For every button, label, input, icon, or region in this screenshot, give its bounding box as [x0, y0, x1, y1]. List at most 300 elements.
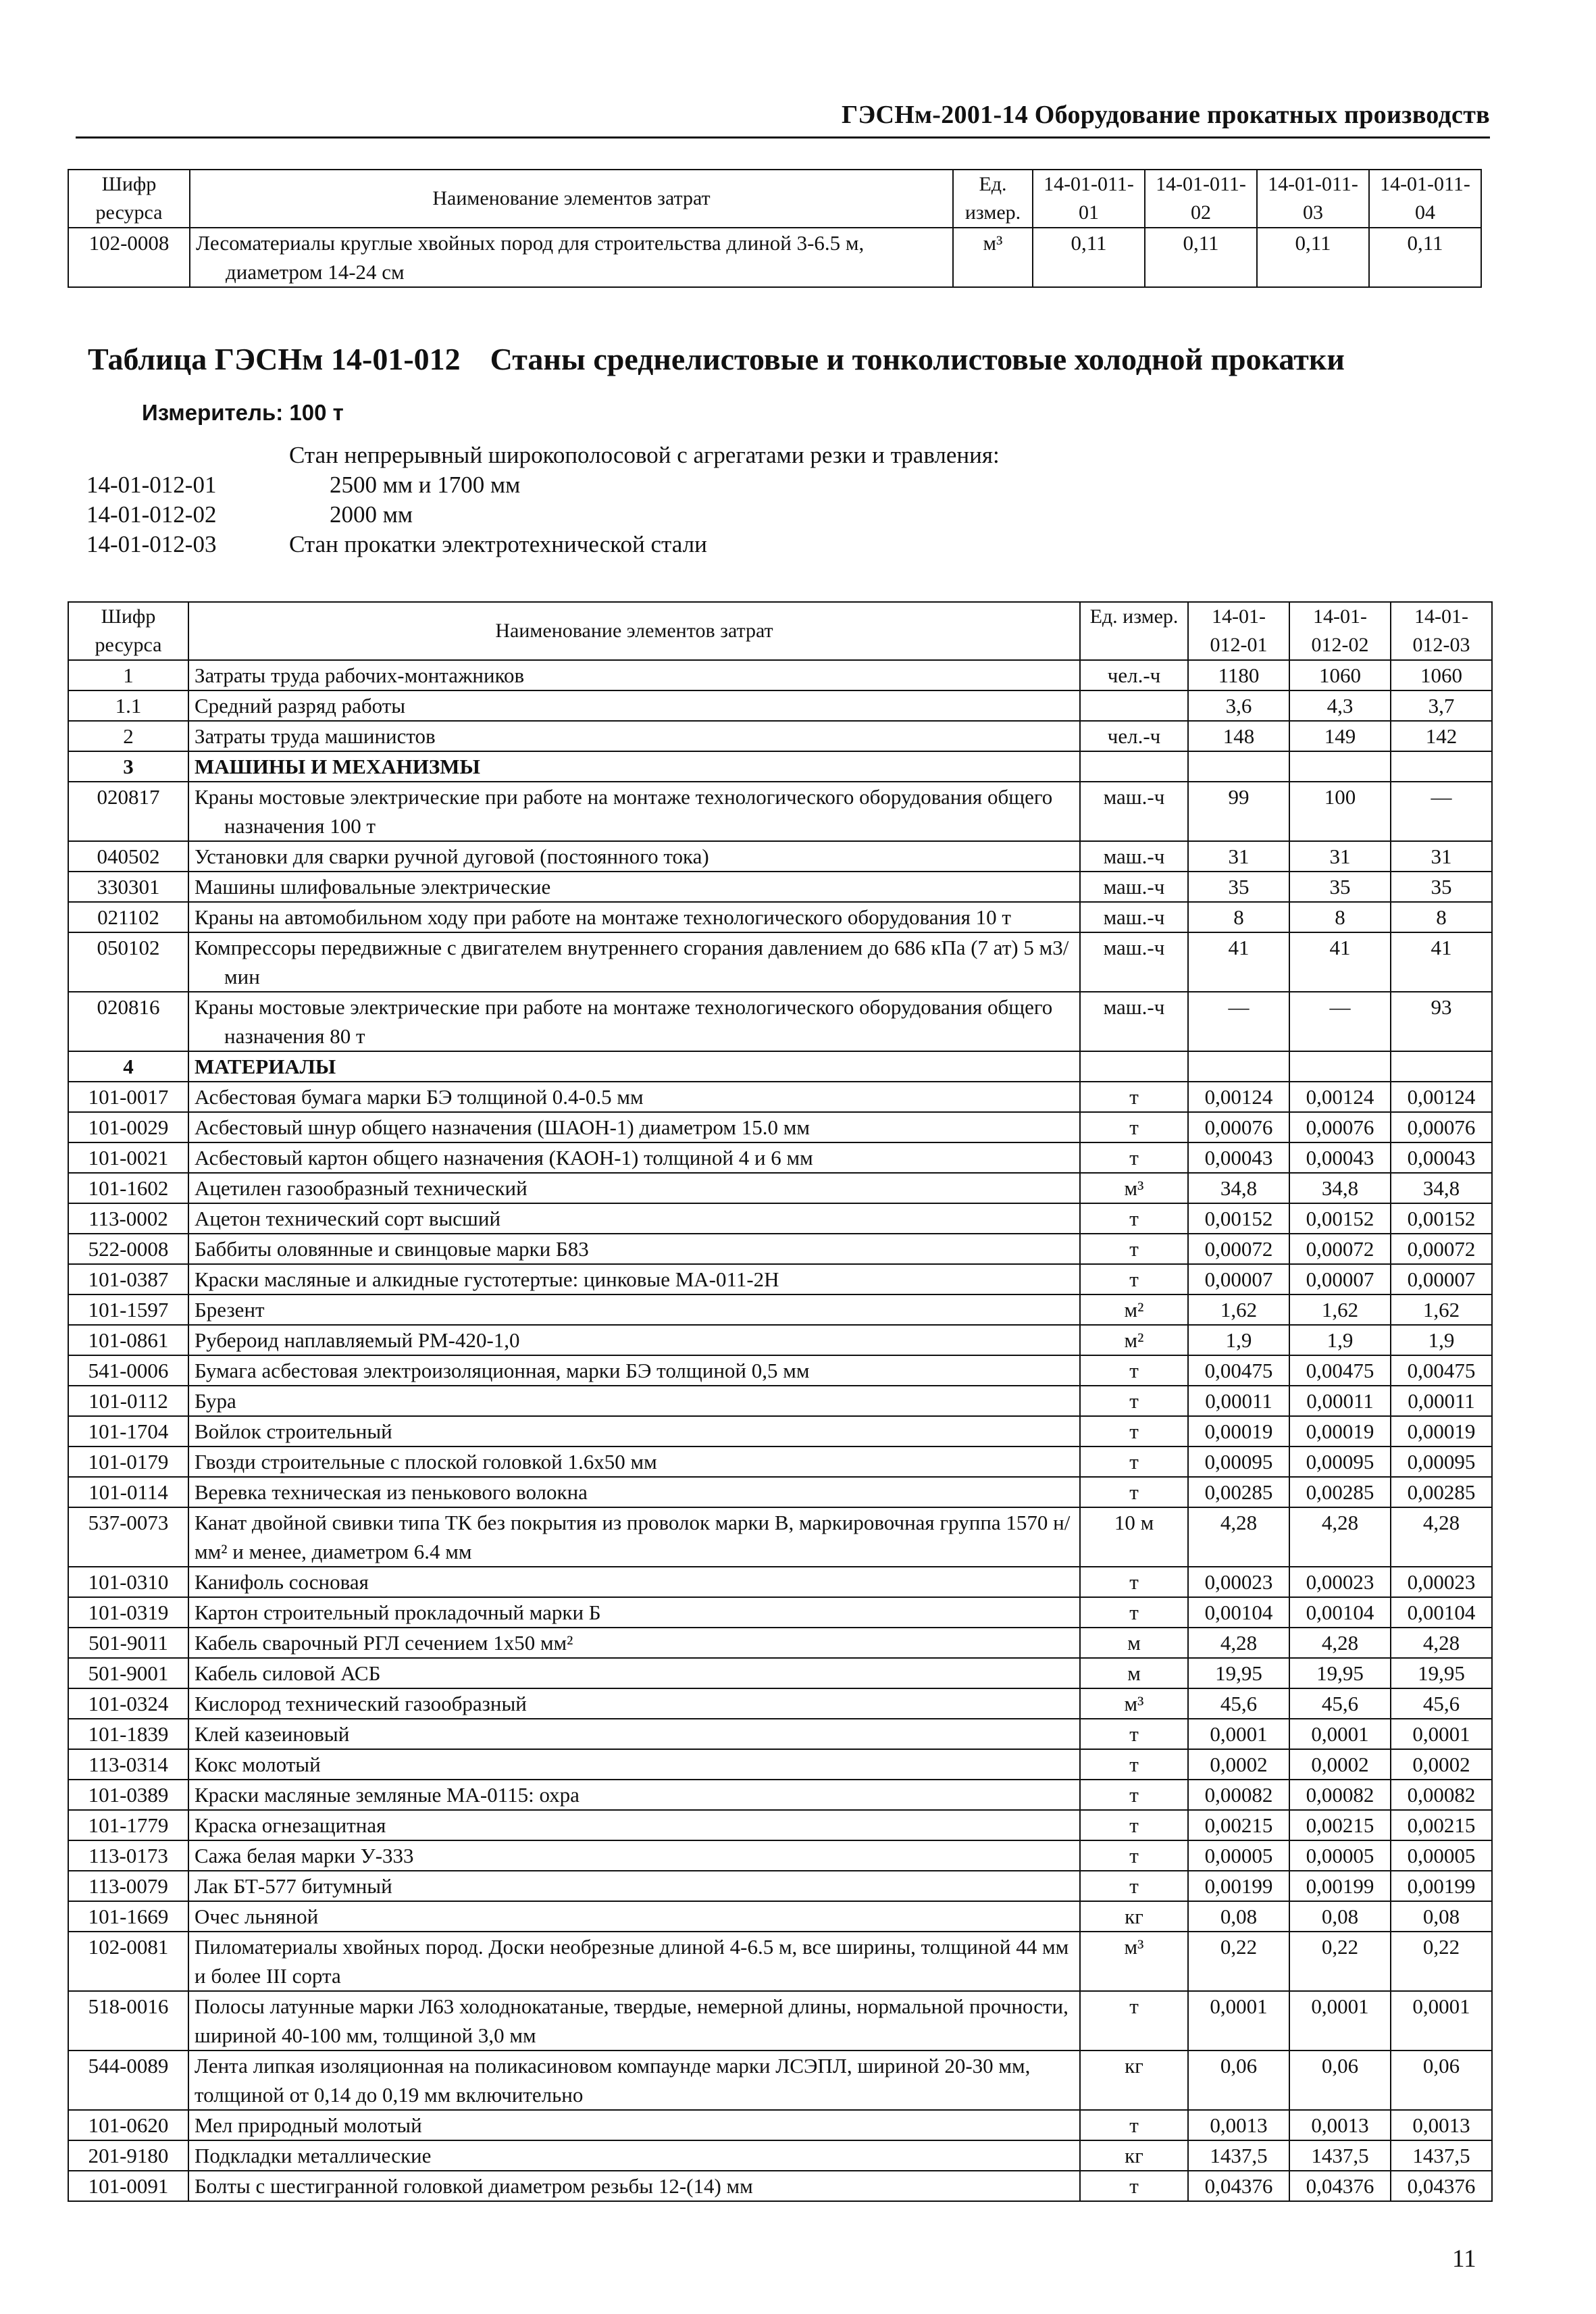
- cell-unit: кг: [1080, 2140, 1188, 2171]
- cell-name: Асбестовая бумага марки БЭ толщиной 0.4-0.5 мм: [188, 1082, 1080, 1112]
- cell-v2: 149: [1289, 721, 1391, 751]
- cell-name: Канифоль сосновая: [188, 1567, 1080, 1597]
- cell-v2: 0,0001: [1289, 1991, 1391, 2051]
- cell-unit: маш.-ч: [1080, 932, 1188, 992]
- cell-name: Асбестовый шнур общего назначения (ШАОН-1) диаметром 15.0 мм: [188, 1112, 1080, 1142]
- cell-v2: 0,08: [1289, 1901, 1391, 1932]
- header-rule: [76, 136, 1490, 139]
- cell-code: 101-0021: [68, 1142, 188, 1173]
- cell-v2: 0,00199: [1289, 1871, 1391, 1901]
- cell-v2: 0,00215: [1289, 1810, 1391, 1840]
- table-row: [68, 1871, 1492, 1901]
- cell-v2: 41: [1289, 932, 1391, 992]
- cell-name: Краны на автомобильном ходу при работе на монтаже технологического оборудования 10 т: [188, 902, 1080, 932]
- cell-v3: 0,00072: [1391, 1234, 1492, 1264]
- cell-unit: т: [1080, 2110, 1188, 2140]
- resources-table: [68, 601, 1493, 2202]
- cell-unit: м³: [1080, 1173, 1188, 1203]
- cell-code: 101-0389: [68, 1780, 188, 1810]
- cell-v2: 1,62: [1289, 1294, 1391, 1325]
- table-title-code: Таблица ГЭСНм 14-01-012: [88, 342, 461, 376]
- cell-v2: 100: [1289, 782, 1391, 841]
- cell-code: 518-0016: [68, 1991, 188, 2051]
- cell-v3: 0,00007: [1391, 1264, 1492, 1294]
- cell-name: Брезент: [188, 1294, 1080, 1325]
- variant-code: 14-01-012-03: [86, 531, 217, 557]
- cell-unit: т: [1080, 1142, 1188, 1173]
- col-header-unit: Ед. измер.: [1080, 602, 1188, 660]
- cell-unit: маш.-ч: [1080, 992, 1188, 1051]
- cell-unit: м: [1080, 1628, 1188, 1658]
- cell-v2: 0,00007: [1289, 1264, 1391, 1294]
- cell-v1: 99: [1188, 782, 1289, 841]
- cell-v2: 1437,5: [1289, 2140, 1391, 2171]
- cell-v2: 1,9: [1289, 1325, 1391, 1355]
- cell-v2: 0,0001: [1289, 1719, 1391, 1749]
- cell-v2: 4,28: [1289, 1507, 1391, 1567]
- variant-item: [86, 470, 1000, 500]
- cell-code: 020817: [68, 782, 188, 841]
- cell-code: 101-0091: [68, 2171, 188, 2201]
- cell-v3: 35: [1391, 872, 1492, 902]
- cell-code: 101-1704: [68, 1416, 188, 1447]
- cell-v3: 0,00215: [1391, 1810, 1492, 1840]
- cell-name: Рубероид наплавляемый РМ-420-1,0: [188, 1325, 1080, 1355]
- cell-unit: т: [1080, 1234, 1188, 1264]
- cell-v3: 0,22: [1391, 1932, 1492, 1991]
- cell-name: Краски масляные и алкидные густотертые: цинковые МА-011-2Н: [188, 1264, 1080, 1294]
- cell-v1: [1188, 1051, 1289, 1082]
- cell-v2: 0,00043: [1289, 1142, 1391, 1173]
- cell-name: Асбестовый картон общего назначения (КАОН-1) толщиной 4 и 6 мм: [188, 1142, 1080, 1173]
- cell-v1: 4,28: [1188, 1628, 1289, 1658]
- cell-v2: [1289, 751, 1391, 782]
- cell-v2: 0,06: [1289, 2051, 1391, 2110]
- cell-v1: 1,62: [1188, 1294, 1289, 1325]
- cell-code: 113-0079: [68, 1871, 188, 1901]
- cell-name: Лента липкая изоляционная на поликасиновом компаунде марки ЛСЭПЛ, шириной 20-30 мм, толщиной от 0,14 до 0,19 мм включительно: [188, 2051, 1080, 2110]
- cell-unit: т: [1080, 1991, 1188, 2051]
- cell-v1: 0,08: [1188, 1901, 1289, 1932]
- cell-v1: 0,00019: [1188, 1416, 1289, 1447]
- cell-unit: чел.-ч: [1080, 721, 1188, 751]
- cell-code: 101-1669: [68, 1901, 188, 1932]
- table-row: [68, 1142, 1492, 1173]
- cell-v1: 0,00124: [1188, 1082, 1289, 1112]
- variant-code: 14-01-012-02: [86, 501, 217, 528]
- cell-name: Кокс молотый: [188, 1749, 1080, 1780]
- cell-unit: т: [1080, 1810, 1188, 1840]
- cell-code: 1: [68, 660, 188, 690]
- cell-name: Бумага асбестовая электроизоляционная, марки БЭ толщиной 0,5 мм: [188, 1355, 1080, 1386]
- cell-code: 101-0319: [68, 1597, 188, 1628]
- cell-v3: 0,00095: [1391, 1447, 1492, 1477]
- variants-list: [86, 441, 1000, 559]
- table-row: [68, 2110, 1492, 2140]
- cell-v1: 0,0002: [1188, 1749, 1289, 1780]
- cell-code: 101-1839: [68, 1719, 188, 1749]
- table-row: [68, 902, 1492, 932]
- cell-v1: 0,0001: [1188, 1991, 1289, 2051]
- cell-unit: т: [1080, 1780, 1188, 1810]
- cell-code: 522-0008: [68, 1234, 188, 1264]
- cell-v2: 0,00124: [1289, 1082, 1391, 1112]
- cell-unit: м²: [1080, 1325, 1188, 1355]
- cell-v2: 1060: [1289, 660, 1391, 690]
- cell-v3: 0,00124: [1391, 1082, 1492, 1112]
- cell-v2: 0,00076: [1289, 1112, 1391, 1142]
- cell-name: Машины шлифовальные электрические: [188, 872, 1080, 902]
- cell-name: МАШИНЫ И МЕХАНИЗМЫ: [188, 751, 1080, 782]
- cell-name: Сажа белая марки У-333: [188, 1840, 1080, 1871]
- cell-v3: 0,00082: [1391, 1780, 1492, 1810]
- table-row: [68, 1597, 1492, 1628]
- cell-code: 102-0008: [68, 228, 190, 287]
- variants-heading: Стан непрерывный широкополосовой с агрегатами резки и травления:: [289, 442, 1000, 468]
- cell-v3: 3,7: [1391, 690, 1492, 721]
- cell-name: Установки для сварки ручной дуговой (постоянного тока): [188, 841, 1080, 872]
- cell-code: 3: [68, 751, 188, 782]
- cell-unit: маш.-ч: [1080, 782, 1188, 841]
- table-row: [68, 1567, 1492, 1597]
- col-header-v1: 14-01-011-01: [1033, 170, 1145, 228]
- cell-v1: 35: [1188, 872, 1289, 902]
- cell-v3: 0,00104: [1391, 1597, 1492, 1628]
- col-header-v3: 14-01-011-03: [1257, 170, 1369, 228]
- cell-v3: 142: [1391, 721, 1492, 751]
- cell-code: 050102: [68, 932, 188, 992]
- col-header-code: Шифр ресурса: [68, 602, 188, 660]
- cell-v2: 0,00082: [1289, 1780, 1391, 1810]
- table-title: [88, 341, 1493, 377]
- table-row: [68, 1749, 1492, 1780]
- cell-v3: 1,62: [1391, 1294, 1492, 1325]
- cell-v3: 34,8: [1391, 1173, 1492, 1203]
- table-row: [68, 1810, 1492, 1840]
- table-row: [68, 1173, 1492, 1203]
- cell-unit: т: [1080, 1082, 1188, 1112]
- cell-v1: 1180: [1188, 660, 1289, 690]
- cell-name: Канат двойной свивки типа ТК без покрытия из проволок марки В, маркировочная группа 1570 н/мм² и менее, диаметром 6.4 мм: [188, 1507, 1080, 1567]
- table-header-row: [68, 602, 1492, 660]
- table-row: [68, 1719, 1492, 1749]
- table-row: [68, 660, 1492, 690]
- cell-v1: [1188, 751, 1289, 782]
- cell-name: Очес льняной: [188, 1901, 1080, 1932]
- cell-v1: 0,00095: [1188, 1447, 1289, 1477]
- cell-v1: 0,04376: [1188, 2171, 1289, 2201]
- table-row: [68, 721, 1492, 751]
- cell-unit: т: [1080, 1871, 1188, 1901]
- cell-code: 101-0017: [68, 1082, 188, 1112]
- cell-unit: т: [1080, 1749, 1188, 1780]
- cell-code: 102-0081: [68, 1932, 188, 1991]
- cell-unit: м²: [1080, 1294, 1188, 1325]
- cell-unit: т: [1080, 1416, 1188, 1447]
- cell-v1: 0,00475: [1188, 1355, 1289, 1386]
- cell-code: 101-0861: [68, 1325, 188, 1355]
- cell-v1: 0,00076: [1188, 1112, 1289, 1142]
- table-row: [68, 1203, 1492, 1234]
- cell-name: Подкладки металлические: [188, 2140, 1080, 2171]
- cell-v2: 0,0002: [1289, 1749, 1391, 1780]
- cell-name: Лесоматериалы круглые хвойных пород для строительства длиной 3-6.5 м, диаметром 14-24 см: [190, 228, 953, 287]
- cell-v3: 0,00005: [1391, 1840, 1492, 1871]
- table-row: [68, 1991, 1492, 2051]
- cell-code: 1.1: [68, 690, 188, 721]
- cell-v3: 41: [1391, 932, 1492, 992]
- cell-v3: 0,04376: [1391, 2171, 1492, 2201]
- cell-v1: 0,00023: [1188, 1567, 1289, 1597]
- cell-code: 201-9180: [68, 2140, 188, 2171]
- cell-v3: 1,9: [1391, 1325, 1492, 1355]
- cell-v1: 0,00005: [1188, 1840, 1289, 1871]
- cell-v1: 0,00285: [1188, 1477, 1289, 1507]
- cell-unit: т: [1080, 1840, 1188, 1871]
- cell-v1: 0,0013: [1188, 2110, 1289, 2140]
- cell-code: 101-0324: [68, 1688, 188, 1719]
- table-row: [68, 1386, 1492, 1416]
- cell-v3: 0,08: [1391, 1901, 1492, 1932]
- cell-v2: —: [1289, 992, 1391, 1051]
- cell-v1: 41: [1188, 932, 1289, 992]
- cell-name: Пиломатериалы хвойных пород. Доски необрезные длиной 4-6.5 м, все ширины, толщиной 44 мм и более III сорта: [188, 1932, 1080, 1991]
- cell-unit: м: [1080, 1658, 1188, 1688]
- cell-v3: 0,0002: [1391, 1749, 1492, 1780]
- table-title-text: Станы среднелистовые и тонколистовые холодной прокатки: [490, 342, 1345, 376]
- cell-name: Кабель сварочный РГЛ сечением 1х50 мм²: [188, 1628, 1080, 1658]
- cell-code: 537-0073: [68, 1507, 188, 1567]
- table-row: [68, 1840, 1492, 1871]
- cell-unit: м³: [1080, 1688, 1188, 1719]
- variant-item: [86, 500, 1000, 530]
- cell-code: 113-0314: [68, 1749, 188, 1780]
- cell-code: 2: [68, 721, 188, 751]
- cell-code: 020816: [68, 992, 188, 1051]
- cell-v2: [1289, 1051, 1391, 1082]
- table-row: [68, 1112, 1492, 1142]
- variant-code: 14-01-012-01: [86, 472, 217, 498]
- cell-name: Войлок строительный: [188, 1416, 1080, 1447]
- cell-unit: кг: [1080, 2051, 1188, 2110]
- table-row: [68, 2140, 1492, 2171]
- cell-v1: 0,00215: [1188, 1810, 1289, 1840]
- cell-unit: т: [1080, 1203, 1188, 1234]
- variant-item: [86, 530, 1000, 559]
- cell-unit: маш.-ч: [1080, 841, 1188, 872]
- cell-code: 101-1597: [68, 1294, 188, 1325]
- cell-v3: [1391, 1051, 1492, 1082]
- cell-v1: 31: [1188, 841, 1289, 872]
- cell-name: Затраты труда рабочих-монтажников: [188, 660, 1080, 690]
- cell-v2: 0,00104: [1289, 1597, 1391, 1628]
- cell-v1: 8: [1188, 902, 1289, 932]
- table-row: [68, 1416, 1492, 1447]
- cell-v1: 45,6: [1188, 1688, 1289, 1719]
- cell-unit: м³: [953, 228, 1033, 287]
- col-header-unit: Ед. измер.: [953, 170, 1033, 228]
- cell-v2: 45,6: [1289, 1688, 1391, 1719]
- col-header-name: Наименование элементов затрат: [188, 602, 1080, 660]
- cell-name: Краска огнезащитная: [188, 1810, 1080, 1840]
- table-body: [68, 660, 1492, 2201]
- cell-v3: —: [1391, 782, 1492, 841]
- cell-v2: 0,00005: [1289, 1840, 1391, 1871]
- cell-v3: 0,06: [1391, 2051, 1492, 2110]
- cell-name: Компрессоры передвижные с двигателем внутреннего сгорания давлением до 686 кПа (7 ат) 5 м3/мин: [188, 932, 1080, 992]
- table-row: [68, 1234, 1492, 1264]
- cell-v1: 0,22: [1188, 1932, 1289, 1991]
- cell-v2: 8: [1289, 902, 1391, 932]
- variant-text: 2000 мм: [330, 501, 413, 528]
- variant-text: Стан прокатки электротехнической стали: [289, 531, 707, 557]
- cell-v3: 45,6: [1391, 1688, 1492, 1719]
- col-header-name: Наименование элементов затрат: [190, 170, 953, 228]
- cell-v2: 19,95: [1289, 1658, 1391, 1688]
- cell-v3: 0,00023: [1391, 1567, 1492, 1597]
- cell-v2: 0,00023: [1289, 1567, 1391, 1597]
- running-header: ГЭСНм-2001-14 Оборудование прокатных производств: [841, 101, 1490, 129]
- table-row: [68, 1477, 1492, 1507]
- table-row: [68, 1447, 1492, 1477]
- cell-v2: 0,00072: [1289, 1234, 1391, 1264]
- cell-code: 021102: [68, 902, 188, 932]
- cell-v2: 0,00152: [1289, 1203, 1391, 1234]
- cell-v2: 0,0013: [1289, 2110, 1391, 2140]
- cell-v1: 0,00104: [1188, 1597, 1289, 1628]
- cell-code: 101-0114: [68, 1477, 188, 1507]
- cell-name: Полосы латунные марки Л63 холоднокатаные, твердые, немерной длины, нормальной прочности, шириной 40-100 мм, толщиной 3,0 мм: [188, 1991, 1080, 2051]
- cell-v3: [1391, 751, 1492, 782]
- section-row: [68, 751, 1492, 782]
- cell-v3: 0,0013: [1391, 2110, 1492, 2140]
- cell-unit: т: [1080, 1567, 1188, 1597]
- cell-v3: 1437,5: [1391, 2140, 1492, 2171]
- cell-v3: 19,95: [1391, 1658, 1492, 1688]
- cell-v3: 0,00043: [1391, 1142, 1492, 1173]
- col-header-v1: 14-01-012-01: [1188, 602, 1289, 660]
- cell-v3: 8: [1391, 902, 1492, 932]
- cell-unit: 10 м: [1080, 1507, 1188, 1567]
- cell-v2: 34,8: [1289, 1173, 1391, 1203]
- cell-v1: 3,6: [1188, 690, 1289, 721]
- cell-v1: 148: [1188, 721, 1289, 751]
- table-row: [68, 1628, 1492, 1658]
- col-header-v4: 14-01-011-04: [1369, 170, 1481, 228]
- cell-code: 330301: [68, 872, 188, 902]
- table-row: [68, 228, 1481, 287]
- cell-code: 101-0029: [68, 1112, 188, 1142]
- cell-v3: 0,00019: [1391, 1416, 1492, 1447]
- cell-v3: 0,00152: [1391, 1203, 1492, 1234]
- table-row: [68, 1082, 1492, 1112]
- cell-v1: 34,8: [1188, 1173, 1289, 1203]
- cell-v2: 0,00285: [1289, 1477, 1391, 1507]
- cell-name: Картон строительный прокладочный марки Б: [188, 1597, 1080, 1628]
- col-header-code: Шифр ресурса: [68, 170, 190, 228]
- cell-name: Затраты труда машинистов: [188, 721, 1080, 751]
- cell-v2: 0,00011: [1289, 1386, 1391, 1416]
- cell-v1: 0,00082: [1188, 1780, 1289, 1810]
- cell-unit: м³: [1080, 1932, 1188, 1991]
- cell-v1: —: [1188, 992, 1289, 1051]
- cell-name: Краны мостовые электрические при работе на монтаже технологического оборудования общего назначения 80 т: [188, 992, 1080, 1051]
- cell-v2: 0,22: [1289, 1932, 1391, 1991]
- cell-unit: маш.-ч: [1080, 902, 1188, 932]
- cell-v3: 0,00199: [1391, 1871, 1492, 1901]
- col-header-v2: 14-01-012-02: [1289, 602, 1391, 660]
- cell-code: 101-0310: [68, 1567, 188, 1597]
- cell-v4: 0,11: [1369, 228, 1481, 287]
- table-row: [68, 690, 1492, 721]
- cell-unit: т: [1080, 1386, 1188, 1416]
- cell-name: МАТЕРИАЛЫ: [188, 1051, 1080, 1082]
- cell-code: 541-0006: [68, 1355, 188, 1386]
- cell-name: Кабель силовой АСБ: [188, 1658, 1080, 1688]
- col-header-v3: 14-01-012-03: [1391, 602, 1492, 660]
- cell-v1: 0,00072: [1188, 1234, 1289, 1264]
- cell-v3: 31: [1391, 841, 1492, 872]
- cell-v1: 0,00152: [1188, 1203, 1289, 1234]
- cell-v2: 31: [1289, 841, 1391, 872]
- cell-code: 501-9001: [68, 1658, 188, 1688]
- cell-v1: 0,00199: [1188, 1871, 1289, 1901]
- table-row: [68, 1658, 1492, 1688]
- cell-name: Лак БТ-577 битумный: [188, 1871, 1080, 1901]
- table-row: [68, 932, 1492, 992]
- cell-unit: маш.-ч: [1080, 872, 1188, 902]
- cell-unit: т: [1080, 1264, 1188, 1294]
- cell-v1: 0,00011: [1188, 1386, 1289, 1416]
- cell-v2: 35: [1289, 872, 1391, 902]
- table-row: [68, 1901, 1492, 1932]
- cell-name: Бура: [188, 1386, 1080, 1416]
- table-row: [68, 841, 1492, 872]
- cell-unit: т: [1080, 1355, 1188, 1386]
- cell-code: 040502: [68, 841, 188, 872]
- table-row: [68, 872, 1492, 902]
- resources-table-prev: [68, 169, 1482, 288]
- cell-unit: [1080, 690, 1188, 721]
- cell-code: 101-0112: [68, 1386, 188, 1416]
- cell-v2: 0,00019: [1289, 1416, 1391, 1447]
- cell-unit: т: [1080, 1719, 1188, 1749]
- cell-code: 101-0179: [68, 1447, 188, 1477]
- measurer: Измеритель: 100 т: [142, 400, 344, 425]
- cell-unit: кг: [1080, 1901, 1188, 1932]
- cell-v1: 0,06: [1188, 2051, 1289, 2110]
- cell-name: Баббиты оловянные и свинцовые марки Б83: [188, 1234, 1080, 1264]
- page-number: 11: [1452, 2245, 1476, 2273]
- cell-code: 113-0002: [68, 1203, 188, 1234]
- table-row: [68, 1780, 1492, 1810]
- table-row: [68, 782, 1492, 841]
- cell-v3: 0,0001: [1391, 1719, 1492, 1749]
- cell-unit: т: [1080, 1477, 1188, 1507]
- section-row: [68, 1051, 1492, 1082]
- cell-v3: 1060: [1391, 660, 1492, 690]
- cell-v1: 19,95: [1188, 1658, 1289, 1688]
- cell-name: Болты с шестигранной головкой диаметром резьбы 12-(14) мм: [188, 2171, 1080, 2201]
- table-row: [68, 1264, 1492, 1294]
- cell-unit: [1080, 751, 1188, 782]
- cell-v3: 93: [1391, 992, 1492, 1051]
- cell-code: 101-0620: [68, 2110, 188, 2140]
- cell-v2: 0,00095: [1289, 1447, 1391, 1477]
- cell-code: 101-1779: [68, 1810, 188, 1840]
- cell-v2: 4,28: [1289, 1628, 1391, 1658]
- cell-code: 101-1602: [68, 1173, 188, 1203]
